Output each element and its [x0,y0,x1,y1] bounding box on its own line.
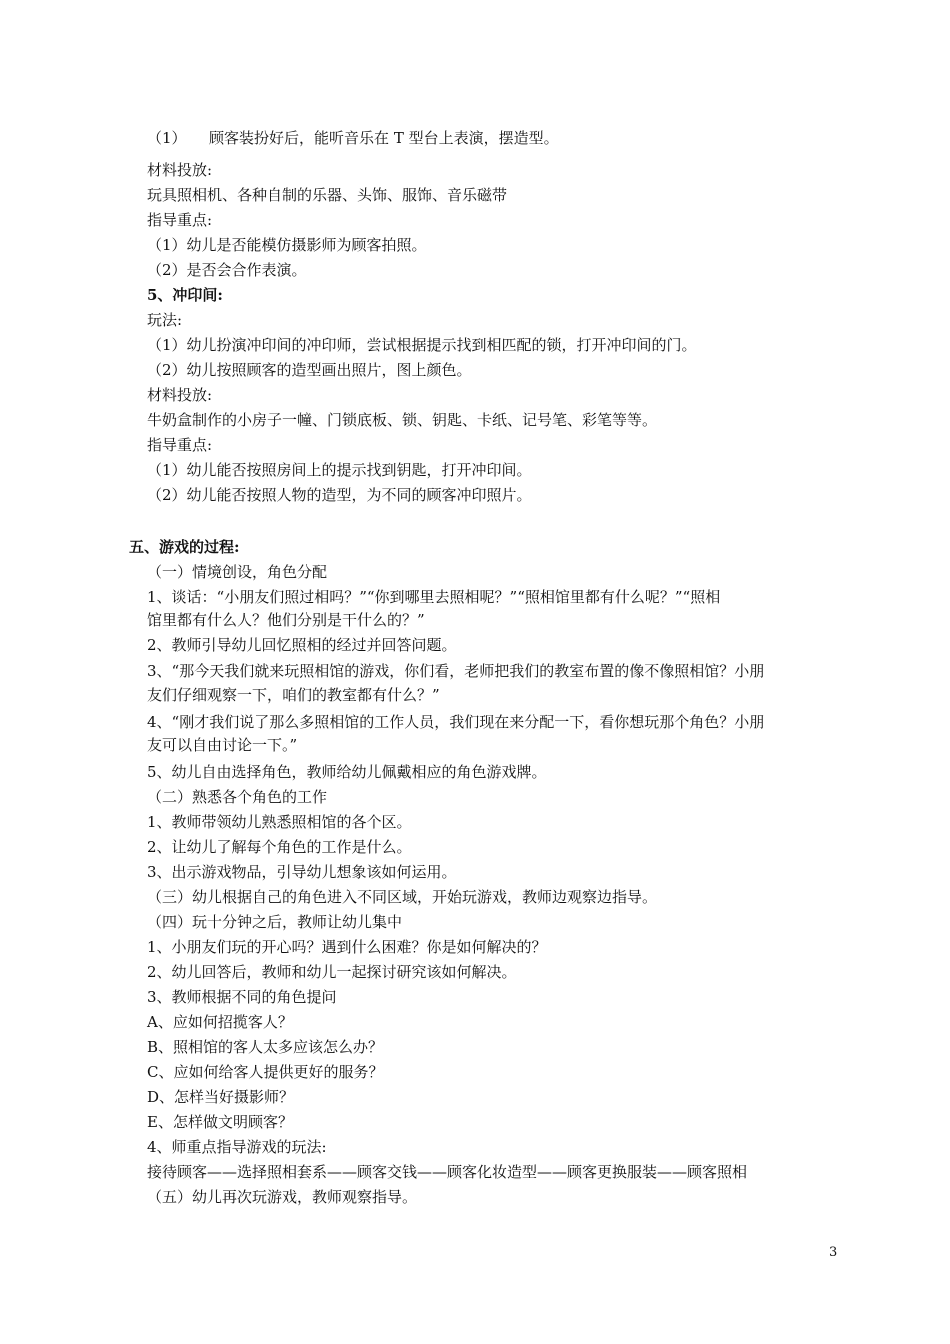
text-line: 友们仔细观察一下，咱们的教室都有什么？” [147,686,440,704]
text-line: 2、教师引导幼儿回忆照相的经过并回答问题。 [147,636,457,654]
text-line: 1、教师带领幼儿熟悉照相馆的各个区。 [147,813,412,831]
text-line: 2、幼儿回答后，教师和幼儿一起探讨研究该如何解决。 [147,963,517,981]
text-line: 牛奶盒制作的小房子一幢、门锁底板、锁、钥匙、卡纸、记号笔、彩笔等等。 [147,411,658,429]
text-line: （1）幼儿是否能模仿摄影师为顾客拍照。 [147,236,427,254]
text-line: 材料投放: [147,161,213,179]
page-number: 3 [829,1245,838,1260]
text-line: 友可以自由讨论一下。” [147,736,298,754]
text-line: 玩具照相机、各种自制的乐器、头饰、服饰、音乐磁带 [147,186,508,204]
text-line: 馆里都有什么人？他们分别是干什么的？” [147,611,425,629]
text-line: 3、教师根据不同的角色提问 [147,988,337,1006]
text-line: 3、“那今天我们就来玩照相馆的游戏，你们看，老师把我们的教室布置的像不像照相馆？小朋 [147,662,765,680]
text-line: E、怎样做文明顾客？ [147,1113,293,1131]
text-line: （五）幼儿再次玩游戏，教师观察指导。 [147,1188,418,1206]
text-line: （三）幼儿根据自己的角色进入不同区域，开始玩游戏，教师边观察边指导。 [147,888,658,906]
text-line: 5、幼儿自由选择角色，教师给幼儿佩戴相应的角色游戏牌。 [147,763,547,781]
section-heading: 5、冲印间: [147,286,223,304]
text-line: （四）玩十分钟之后，教师让幼儿集中 [147,913,403,931]
text-line: 4、师重点指导游戏的玩法: [147,1138,327,1156]
text-line: （二）熟悉各个角色的工作 [147,788,328,806]
text-line: 接待顾客——选择照相套系——顾客交钱——顾客化妆造型——顾客更换服装——顾客照相 [147,1163,748,1181]
text-line: C、应如何给客人提供更好的服务？ [147,1063,384,1081]
text-line: （2）是否会合作表演。 [147,261,307,279]
text-line: 4、“刚才我们说了那么多照相馆的工作人员，我们现在来分配一下，看你想玩那个角色？小朋 [147,713,765,731]
text-line: 指导重点: [147,436,213,454]
text-line: 2、让幼儿了解每个角色的工作是什么。 [147,838,412,856]
text-line: （2）幼儿按照顾客的造型画出照片，图上颜色。 [147,361,472,379]
text-line: （2）幼儿能否按照人物的造型，为不同的顾客冲印照片。 [147,486,532,504]
text-line: （1） 顾客装扮好后，能听音乐在 T 型台上表演，摆造型。 [147,129,559,147]
text-line: （1）幼儿能否按照房间上的提示找到钥匙，打开冲印间。 [147,461,532,479]
text-line: 1、谈话：“小朋友们照过相吗？”“你到哪里去照相呢？”“照相馆里都有什么呢？”“照相 [147,588,721,606]
text-line: 材料投放: [147,386,213,404]
text-line: 1、小朋友们玩的开心吗？遇到什么困难？你是如何解决的？ [147,938,547,956]
text-line: 指导重点: [147,211,213,229]
text-line: 3、出示游戏物品，引导幼儿想象该如何运用。 [147,863,457,881]
text-line: B、照相馆的客人太多应该怎么办？ [147,1038,384,1056]
text-line: A、应如何招揽客人？ [147,1013,293,1031]
text-line: （1）幼儿扮演冲印间的冲印师，尝试根据提示找到相匹配的锁，打开冲印间的门。 [147,336,697,354]
text-line: 玩法: [147,311,183,329]
text-line: （一）情境创设，角色分配 [147,563,328,581]
text-line: D、怎样当好摄影师？ [147,1088,295,1106]
section-heading: 五、游戏的过程: [129,538,240,556]
